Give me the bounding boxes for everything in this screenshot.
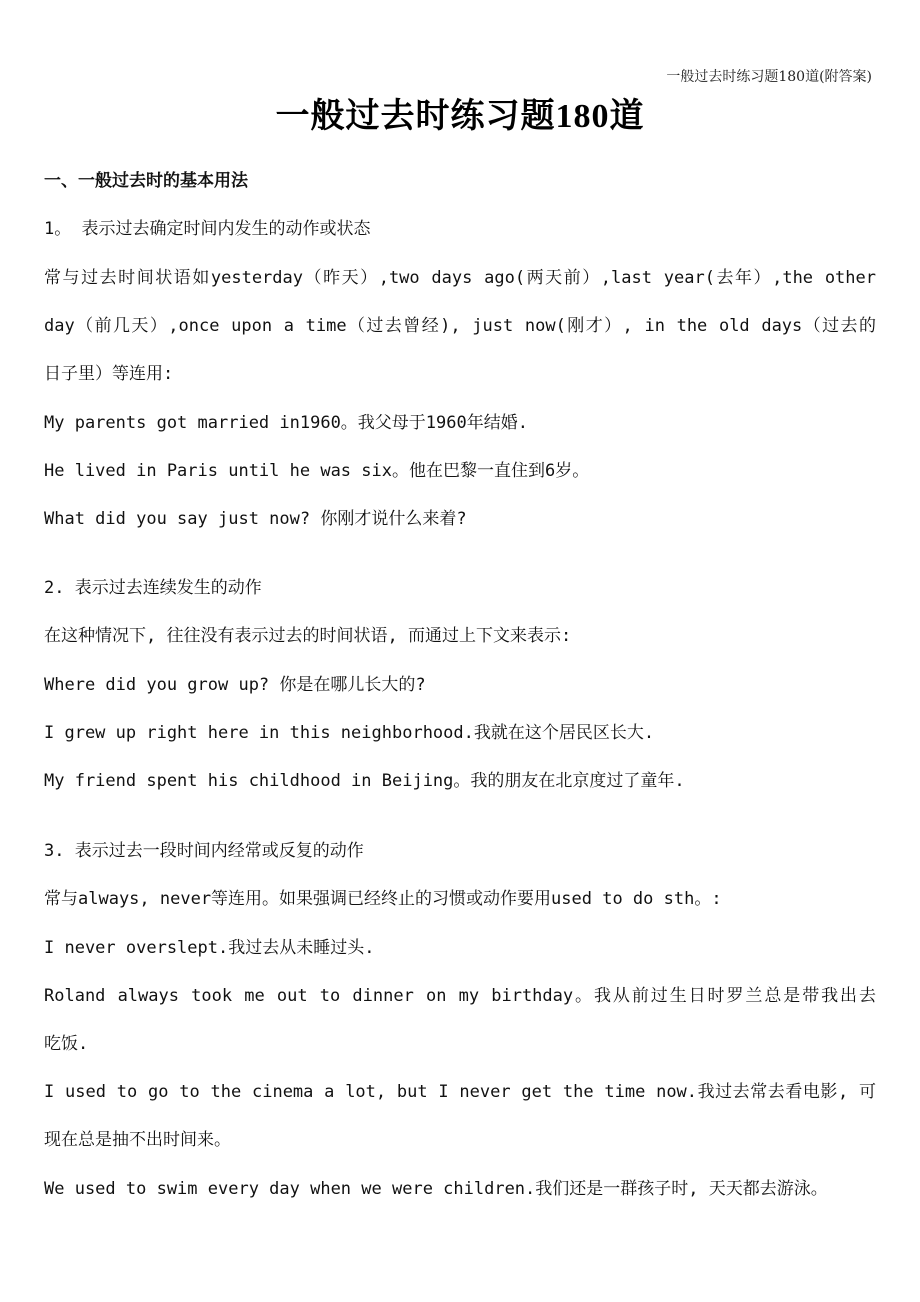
usage-1-intro-line-3: 日子里）等连用: — [44, 364, 174, 384]
usage-3-intro: 常与always, never等连用。如果强调已经终止的习惯或动作要用used to do sth。: — [44, 889, 722, 909]
document-title: 一般过去时练习题180道 — [275, 98, 645, 135]
usage-3-example-1: I never overslept.我过去从未睡过头. — [44, 938, 375, 958]
section-1-heading: 一、一般过去时的基本用法 — [44, 171, 248, 191]
usage-3-example-3-line-2: 现在总是抽不出时间来。 — [44, 1130, 231, 1150]
usage-1-intro-line-2: day（前几天）,once upon a time（过去曾经), just now(刚才）, in the old days（过去的 — [44, 316, 876, 336]
usage-1-example-2: He lived in Paris until he was six。他在巴黎一直住到6岁。 — [44, 461, 590, 481]
usage-3-example-2-line-1: Roland always took me out to dinner on my birthday。我从前过生日时罗兰总是带我出去 — [44, 986, 876, 1006]
usage-1-intro-line-1: 常与过去时间状语如yesterday（昨天）,two days ago(两天前）,last year(去年）,the other — [44, 268, 876, 288]
running-header: 一般过去时练习题180道(附答案) — [666, 69, 872, 85]
usage-1-example-3: What did you say just now? 你刚才说什么来着? — [44, 509, 467, 529]
usage-2-example-1: Where did you grow up? 你是在哪儿长大的? — [44, 675, 426, 695]
usage-1-heading: 1。 表示过去确定时间内发生的动作或状态 — [44, 219, 371, 239]
usage-3-heading: 3. 表示过去一段时间内经常或反复的动作 — [44, 841, 364, 861]
usage-2-intro: 在这种情况下, 往往没有表示过去的时间状语, 而通过上下文来表示: — [44, 626, 572, 646]
usage-1-example-1: My parents got married in1960。我父母于1960年结婚. — [44, 413, 528, 433]
usage-2-example-3: My friend spent his childhood in Beijing。我的朋友在北京度过了童年. — [44, 771, 685, 791]
usage-2-heading: 2. 表示过去连续发生的动作 — [44, 578, 262, 598]
usage-2-example-2: I grew up right here in this neighborhood.我就在这个居民区长大. — [44, 723, 655, 743]
usage-3-example-2-line-2: 吃饭. — [44, 1034, 89, 1054]
usage-3-example-4: We used to swim every day when we were children.我们还是一群孩子时, 天天都去游泳。 — [44, 1179, 828, 1199]
usage-3-example-3-line-1: I used to go to the cinema a lot, but I never get the time now.我过去常去看电影, 可 — [44, 1082, 876, 1102]
